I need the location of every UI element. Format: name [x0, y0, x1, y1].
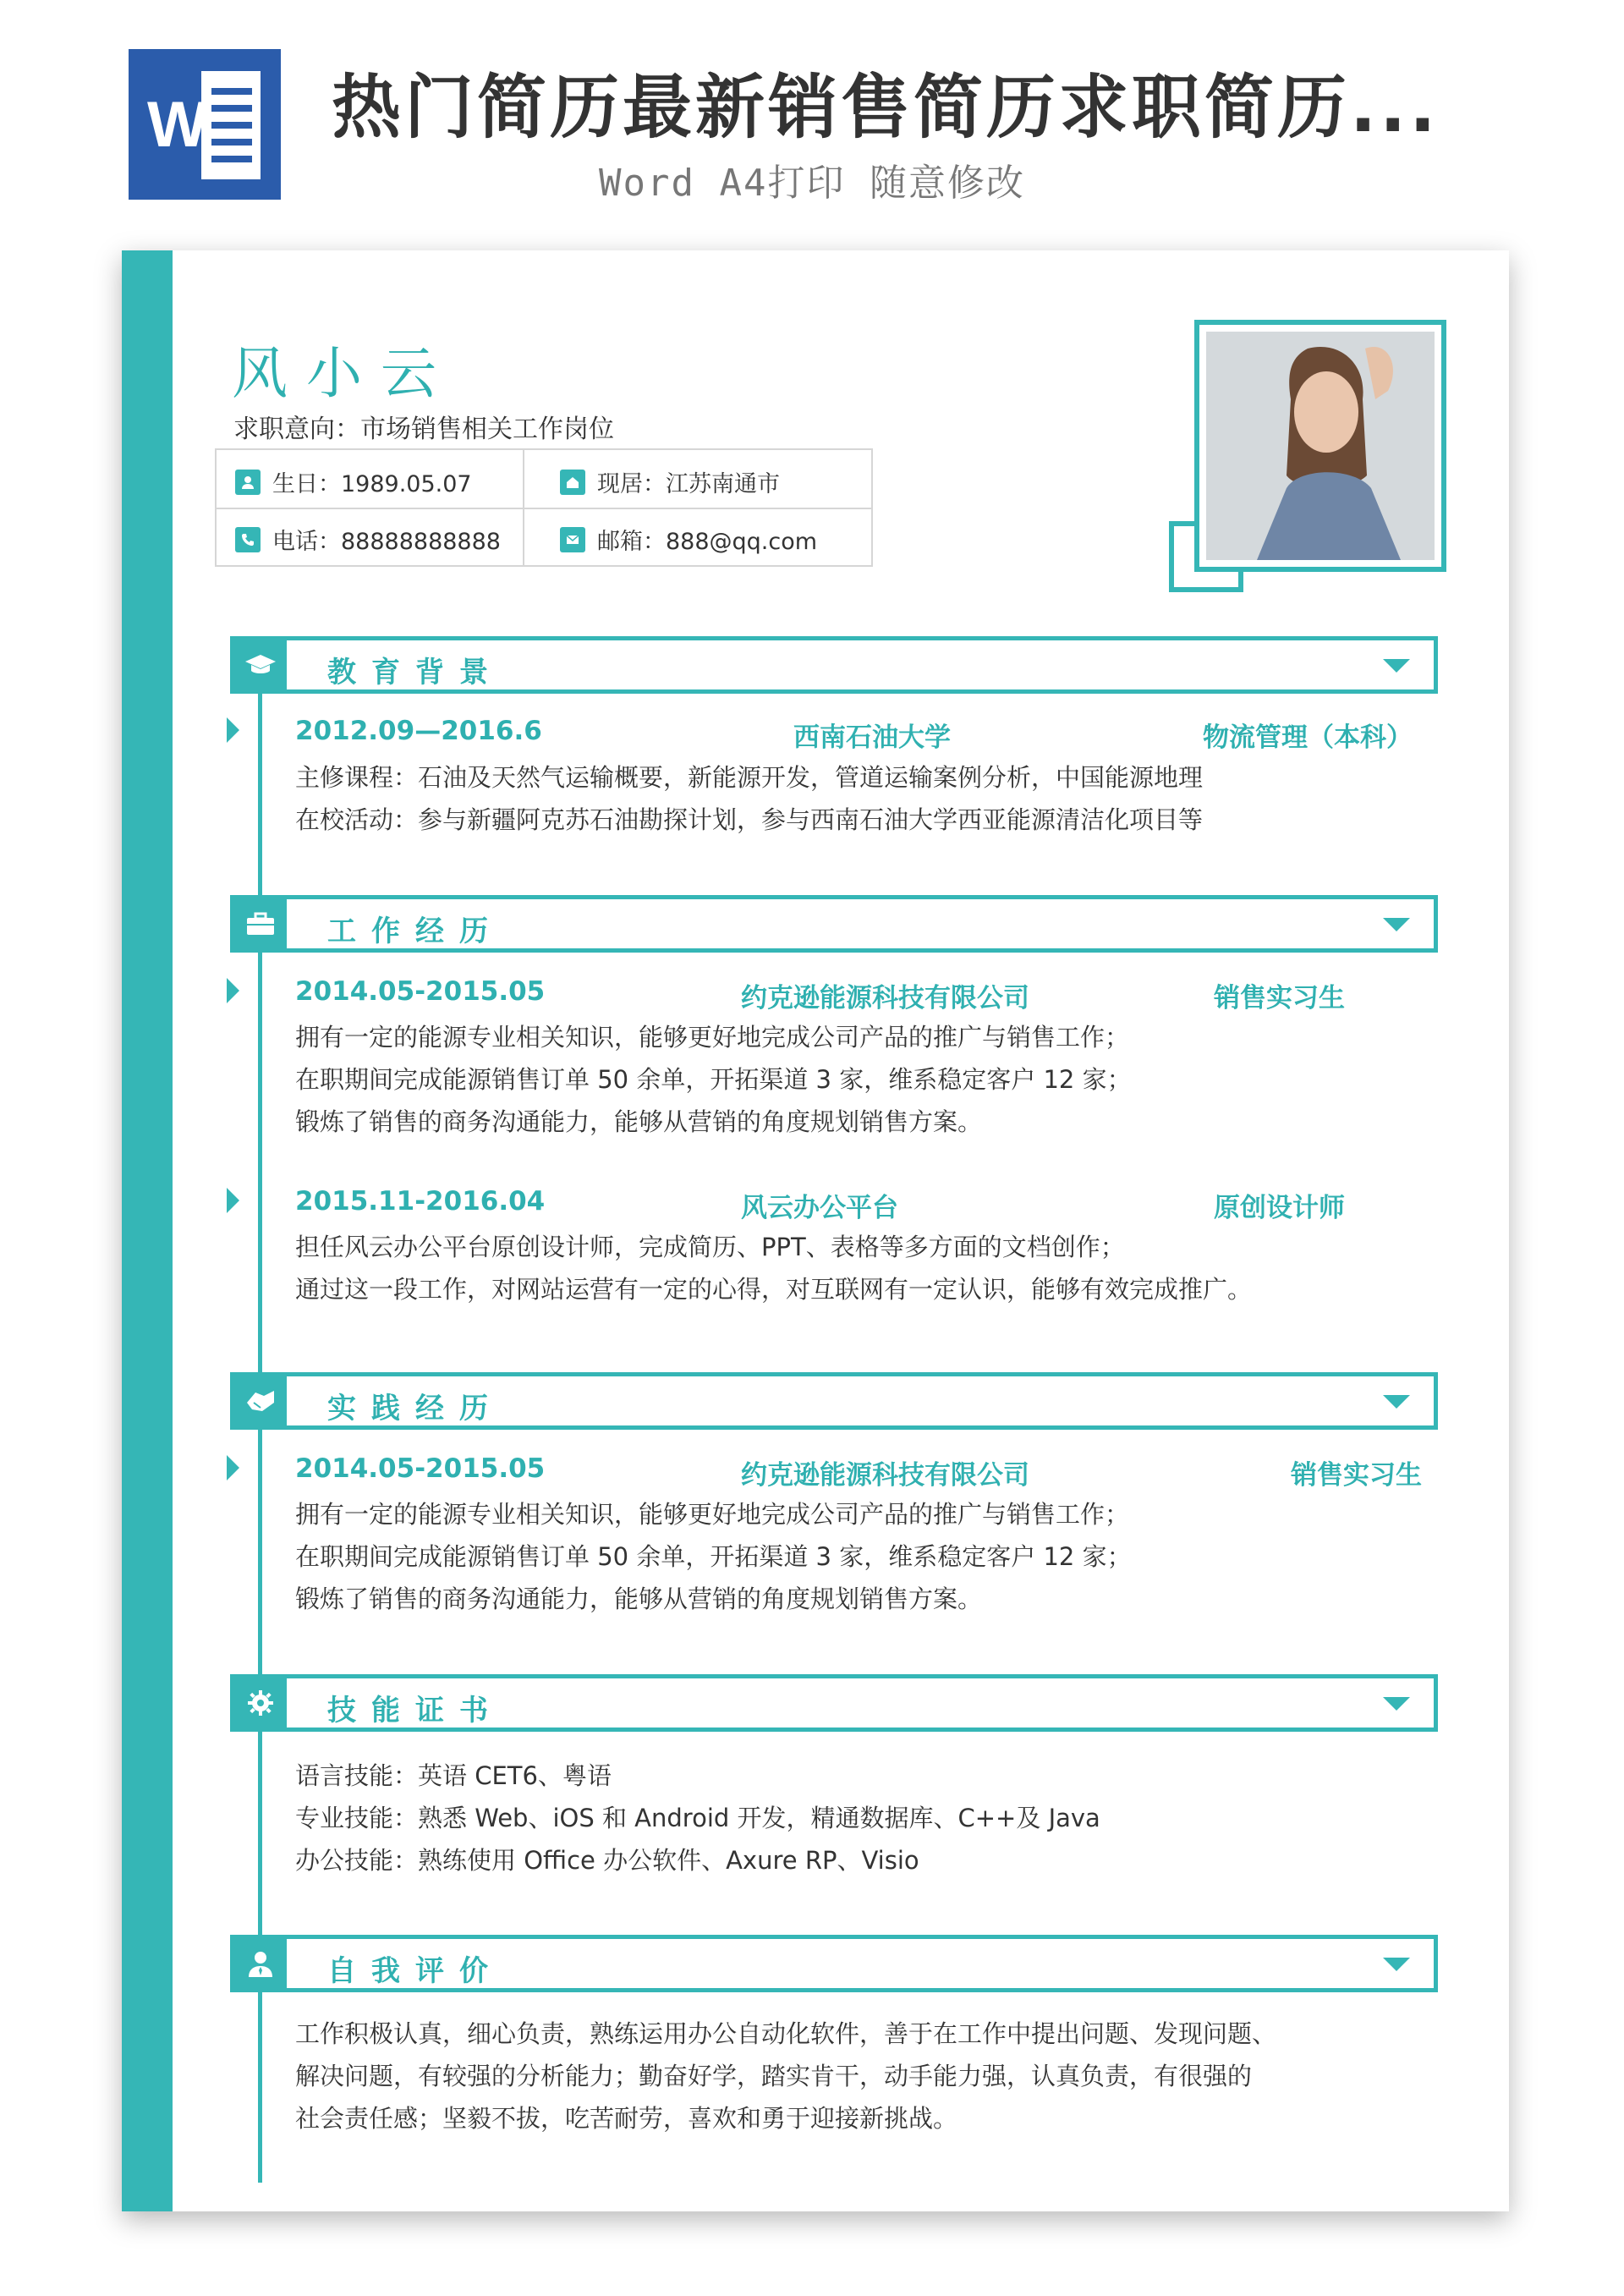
work-company: 约克逊能源科技有限公司 [741, 983, 1029, 1013]
work-period: 2014.05-2015.05 [295, 976, 546, 1007]
section-title-self: 自我评价 [327, 1954, 503, 1988]
person-badge-icon [234, 1939, 287, 1988]
section-header-self [230, 1935, 1438, 1992]
gear-icon [234, 1678, 287, 1727]
practice-line: 拥有一定的能源专业相关知识，能够更好地完成公司产品的推广与销售工作； [295, 1500, 1130, 1529]
profile-photo [1206, 332, 1435, 560]
resume-sheet [122, 250, 1509, 2211]
work-role: 销售实习生 [1214, 983, 1345, 1013]
word-line [211, 122, 252, 129]
collapse-triangle-icon [1383, 1395, 1410, 1409]
practice-role: 销售实习生 [1291, 1460, 1422, 1491]
work-period: 2015.11-2016.04 [295, 1186, 546, 1217]
phone-cell [235, 523, 501, 556]
timeline-line [258, 1988, 262, 2183]
banner-title: 热门简历最新销售简历求职简历... [332, 68, 1440, 148]
edu-line: 在校活动：参与新疆阿克苏石油勘探计划，参与西南石油大学西亚能源清洁化项目等 [295, 805, 1204, 834]
timeline-arrow-icon [227, 1188, 239, 1213]
section-title-practice: 实践经历 [327, 1392, 503, 1425]
timeline-arrow-icon [227, 1455, 239, 1480]
self-line: 解决问题，有较强的分析能力；勤奋好学，踏实肯干，动手能力强，认真负责，有很强的 [295, 2062, 1253, 2090]
work-line: 拥有一定的能源专业相关知识，能够更好地完成公司产品的推广与销售工作； [295, 1023, 1130, 1052]
skill-line: 专业技能：熟悉 Web、iOS 和 Android 开发，精通数据库、C++及 Java [295, 1804, 1100, 1832]
section-title-skills: 技能证书 [327, 1694, 503, 1727]
graduation-cap-icon [234, 640, 287, 689]
word-line [211, 105, 252, 112]
phone-icon [235, 527, 261, 552]
collapse-triangle-icon [1383, 1958, 1410, 1971]
banner-subtitle: Word A4打印 随意修改 [599, 162, 1025, 205]
section-header-practice [230, 1372, 1438, 1430]
edu-school: 西南石油大学 [793, 722, 951, 753]
residence-cell [560, 465, 780, 498]
residence-text: 现居：江苏南通市 [597, 471, 780, 497]
handshake-icon [234, 1376, 287, 1425]
section-title-work: 工作经历 [327, 915, 503, 948]
job-intent: 求职意向：市场销售相关工作岗位 [233, 415, 614, 444]
sidebar-stripe [122, 250, 173, 2211]
edu-major: 物流管理（本科） [1203, 722, 1413, 753]
timeline-arrow-icon [227, 717, 239, 743]
self-line: 社会责任感；坚毅不拔，吃苦耐劳，喜欢和勇于迎接新挑战。 [295, 2104, 958, 2133]
edu-period: 2012.09—2016.6 [295, 716, 542, 746]
word-line [211, 139, 252, 146]
email-cell [560, 523, 817, 556]
collapse-triangle-icon [1383, 659, 1410, 673]
work-role: 原创设计师 [1214, 1193, 1345, 1223]
mail-icon [560, 527, 585, 552]
work-line: 通过这一段工作，对网站运营有一定的心得，对互联网有一定认识，能够有效完成推广。 [295, 1275, 1253, 1304]
section-header-work [230, 895, 1438, 953]
timeline-arrow-icon [227, 978, 239, 1003]
practice-period: 2014.05-2015.05 [295, 1453, 546, 1484]
section-title-education: 教育背景 [327, 656, 503, 689]
collapse-triangle-icon [1383, 918, 1410, 931]
contact-grid [215, 448, 873, 567]
work-line: 在职期间完成能源销售订单 50 余单，开拓渠道 3 家，维系稳定客户 12 家； [295, 1065, 1132, 1094]
practice-line: 锻炼了销售的商务沟通能力，能够从营销的角度规划销售方案。 [295, 1585, 983, 1613]
word-line [211, 88, 252, 95]
word-icon-letter: W [147, 89, 208, 161]
briefcase-icon [234, 899, 287, 948]
practice-line: 在职期间完成能源销售订单 50 余单，开拓渠道 3 家，维系稳定客户 12 家； [295, 1542, 1132, 1571]
birth-cell [235, 465, 472, 498]
email-text: 邮箱：888@qq.com [597, 529, 818, 555]
person-icon [235, 470, 261, 495]
self-line: 工作积极认真，细心负责，熟练运用办公自动化软件，善于在工作中提出问题、发现问题、 [295, 2019, 1277, 2048]
practice-company: 约克逊能源科技有限公司 [741, 1460, 1029, 1491]
work-line: 担任风云办公平台原创设计师，完成简历、PPT、表格等多方面的文档创作； [295, 1233, 1125, 1261]
birth-text: 生日：1989.05.07 [272, 471, 472, 497]
phone-text: 电话：88888888888 [272, 529, 501, 555]
work-company: 风云办公平台 [741, 1193, 898, 1223]
skill-line: 办公技能：熟练使用 Office 办公软件、Axure RP、Visio [295, 1846, 919, 1875]
collapse-triangle-icon [1383, 1697, 1410, 1711]
candidate-name: 风小云 [232, 341, 455, 406]
home-icon [560, 470, 585, 495]
section-header-skills [230, 1674, 1438, 1732]
section-header-education [230, 636, 1438, 694]
edu-line: 主修课程：石油及天然气运输概要，新能源开发，管道运输案例分析，中国能源地理 [295, 763, 1204, 792]
work-line: 锻炼了销售的商务沟通能力，能够从营销的角度规划销售方案。 [295, 1107, 983, 1136]
photo-frame [1194, 320, 1446, 572]
skill-line: 语言技能：英语 CET6、粤语 [295, 1761, 612, 1790]
